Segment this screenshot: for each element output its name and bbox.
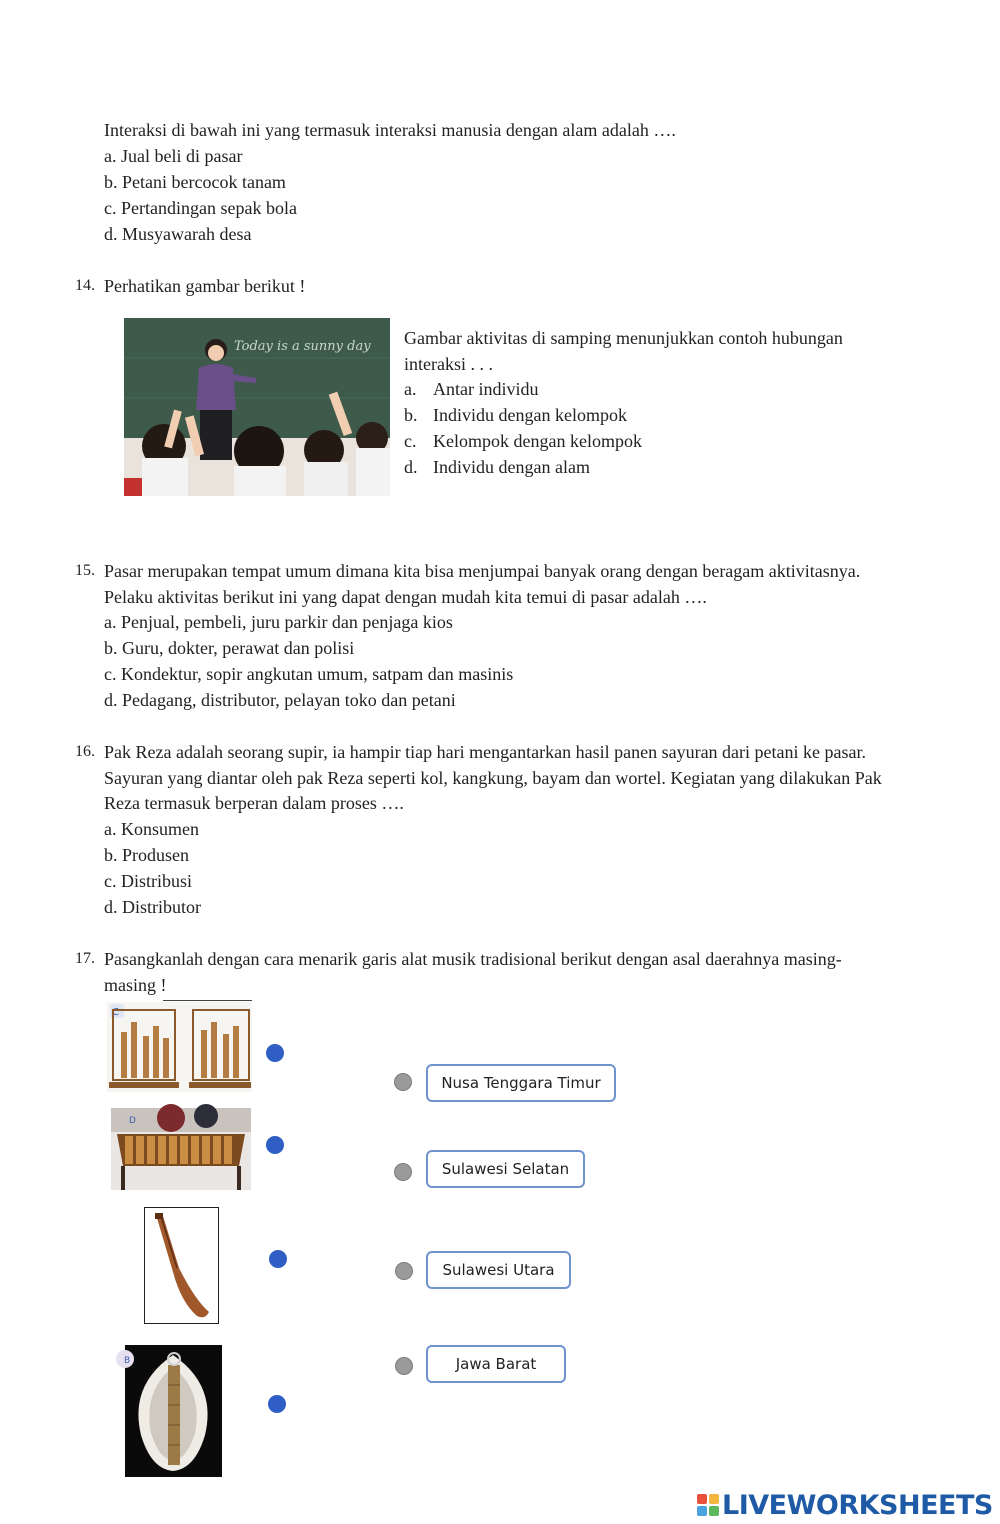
match-dot-kecapi[interactable] xyxy=(269,1250,287,1268)
q15-question-line2: Pelaku aktivitas berikut ini yang dapat dengan mudah kita temui di pasar adalah …. xyxy=(104,587,707,607)
q14-option-d: Individu dengan alam xyxy=(433,457,590,477)
q14-option-c-letter: c. xyxy=(404,431,417,451)
q15-option-c: c. Kondektur, sopir angkutan umum, satpam dan masinis xyxy=(104,664,514,684)
sasando-image xyxy=(125,1345,222,1477)
answer-box-sulut[interactable]: Sulawesi Utara xyxy=(426,1251,571,1289)
q16-number: 16. xyxy=(75,743,95,760)
logo-text: LIVEWORKSHEETS xyxy=(722,1489,993,1521)
match-dot-ntt[interactable] xyxy=(394,1073,412,1091)
match-dot-sulsel[interactable] xyxy=(394,1163,412,1181)
q17-number: 17. xyxy=(75,950,95,967)
q15-option-d: d. Pedagang, distributor, pelayan toko dan petani xyxy=(104,690,456,710)
image-tag-b: B xyxy=(124,1356,131,1366)
q14-number: 14. xyxy=(75,277,95,294)
q16-question-line3: Reza termasuk berperan dalam proses …. xyxy=(104,793,404,813)
q14-side-line2: interaksi . . . xyxy=(404,354,493,374)
board-text: Today is a sunny day xyxy=(234,339,371,354)
q17-question-line1: Pasangkanlah dengan cara menarik garis alat musik tradisional berikut dengan asal daerahnya masing- xyxy=(104,949,842,969)
q14-option-b-letter: b. xyxy=(404,405,418,425)
kecapi-image xyxy=(144,1207,219,1324)
q16-option-d: d. Distributor xyxy=(104,897,201,917)
q13-option-c: c. Pertandingan sepak bola xyxy=(104,198,297,218)
q17-question-line2: masing ! xyxy=(104,975,167,995)
answer-box-jabar[interactable]: Jawa Barat xyxy=(426,1345,566,1383)
q14-option-d-letter: d. xyxy=(404,457,418,477)
q16-option-c: c. Distribusi xyxy=(104,871,192,891)
q13-question: Interaksi di bawah ini yang termasuk interaksi manusia dengan alam adalah …. xyxy=(104,120,676,140)
q13-option-d: d. Musyawarah desa xyxy=(104,224,252,244)
q14-option-c: Kelompok dengan kelompok xyxy=(433,431,642,451)
q14-option-b: Individu dengan kelompok xyxy=(433,405,627,425)
match-dot-jabar[interactable] xyxy=(395,1357,413,1375)
q15-number: 15. xyxy=(75,562,95,579)
match-dot-angklung[interactable] xyxy=(266,1044,284,1062)
q13-option-b: b. Petani bercocok tanam xyxy=(104,172,286,192)
classroom-photo xyxy=(124,318,390,496)
match-dot-sasando[interactable] xyxy=(268,1395,286,1413)
match-dot-kolintang[interactable] xyxy=(266,1136,284,1154)
answer-box-sulsel[interactable]: Sulawesi Selatan xyxy=(426,1150,585,1188)
image-tag-c: C xyxy=(112,1007,119,1018)
q15-question-line1: Pasar merupakan tempat umum dimana kita bisa menjumpai banyak orang dengan beragam aktivitasnya. xyxy=(104,561,861,581)
logo-tiles-icon xyxy=(697,1494,719,1516)
q14-side-line1: Gambar aktivitas di samping menunjukkan contoh hubungan xyxy=(404,328,843,348)
match-dot-sulut[interactable] xyxy=(395,1262,413,1280)
q16-question-line2: Sayuran yang diantar oleh pak Reza seperti kol, kangkung, bayam dan wortel. Kegiatan yang dilakukan Pak xyxy=(104,768,882,788)
q14-option-a: Antar individu xyxy=(433,379,539,399)
image-tag-d: D xyxy=(129,1116,136,1126)
q15-option-b: b. Guru, dokter, perawat dan polisi xyxy=(104,638,355,658)
q14-question: Perhatikan gambar berikut ! xyxy=(104,276,306,296)
q14-option-a-letter: a. xyxy=(404,379,417,399)
underline-decoration xyxy=(163,1000,252,1001)
q16-question-line1: Pak Reza adalah seorang supir, ia hampir tiap hari mengantarkan hasil panen sayuran dari petani ke pasar. xyxy=(104,742,866,762)
answer-box-ntt[interactable]: Nusa Tenggara Timur xyxy=(426,1064,616,1102)
kolintang-image xyxy=(111,1108,251,1190)
q16-option-a: a. Konsumen xyxy=(104,819,199,839)
q16-option-b: b. Produsen xyxy=(104,845,189,865)
q15-option-a: a. Penjual, pembeli, juru parkir dan penjaga kios xyxy=(104,612,453,632)
q13-option-a: a. Jual beli di pasar xyxy=(104,146,243,166)
liveworksheets-logo xyxy=(697,1488,993,1522)
angklung-image xyxy=(107,1002,252,1092)
